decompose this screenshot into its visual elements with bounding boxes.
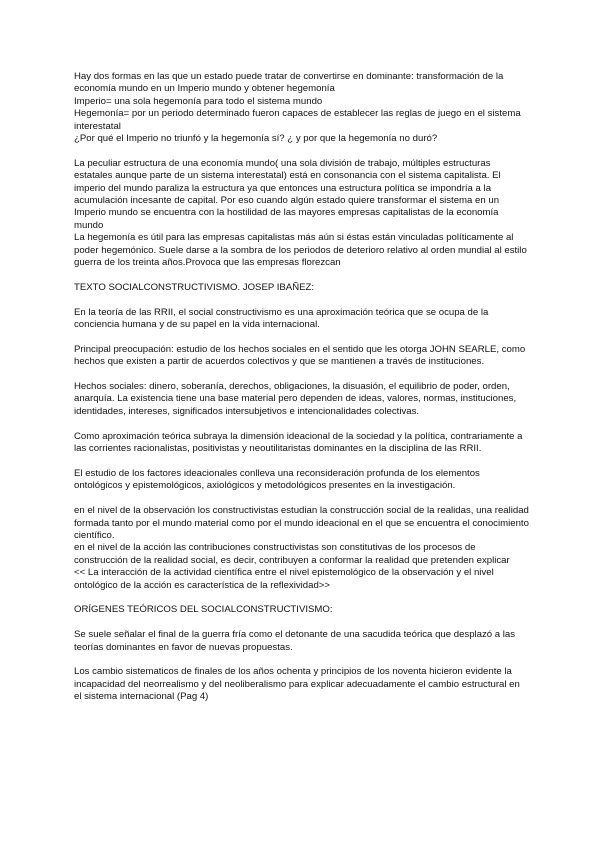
spacer — [74, 145, 529, 157]
paragraph: La hegemonía es útil para las empresas capitalistas más aún si éstas están vinculadas políticamente al poder hegemónico. Suele darse a la sombra de los periodos de deterioro relativo al orden mundial al estilo guerra de los treinta años.Provoca que las empresas florezcan — [74, 232, 527, 269]
paragraph: Como aproximación teórica subraya la dimensión ideacional de la sociedad y la política, contrariamente a las corrientes racionalistas, positivistas y neoutilitaristas dominantes en la disciplina de las RRII. — [74, 430, 523, 455]
paragraph: En la teoría de las RRII, el social constructivismo es una aproximación teórica que se ocupa de la conciencia humana y de su papel en la vida internacional. — [74, 306, 489, 331]
spacer — [74, 592, 529, 604]
paragraph: << La interacción de la actividad científica entre el nivel epistemológico de la observación y el nivel ontológico de la acción es característica de la reflexividad>> — [74, 567, 494, 591]
paragraph: Se suele señalar el final de la guerra fría como el detonante de una sacudida teórica que desplazó a las teorías dominantes en favor de nuevas propuestas. — [74, 629, 516, 653]
paragraph: ¿Por qué el Imperio no triunfó y la hegemonía sí? ¿ y por que la hegemonía no duró? — [74, 133, 438, 145]
section-heading: TEXTO SOCIALCONSTRUCTIVISMO. JOSEP IBAÑEZ: — [74, 281, 315, 293]
paragraph: La peculiar estructura de una economía mundo( una sola división de trabajo, múltiples estructuras estatales aunque parte de un sistema interestatal) está en consonancia con el sistema capitalista. El imperio del mundo paraliza la estructura ya que entonces una estructura política se impondría a la acumulación incesante de capital. Por eso cuando algún estado quiere transformar el sistema en un Imperio mundo se encuentra con la hostilidad de las mayores empresas capitalistas de la economía mundo — [74, 157, 501, 231]
spacer — [74, 294, 529, 306]
section-heading: ORÍGENES TEÓRICOS DEL SOCIALCONSTRUCTIVISMO: — [74, 604, 333, 616]
spacer — [74, 493, 529, 505]
paragraph: El estudio de los factores ideacionales conlleva una reconsideración profunda de los elementos ontológicos y epistemológicos, axiológicos y metodológicos presentes en la investigación. — [74, 467, 480, 492]
spacer — [74, 418, 529, 430]
paragraph: Los cambio sistematicos de finales de los años ochenta y principios de los noventa hicieron evidente la incapacidad del neorrealismo y del neoliberalismo para explicar adecuadamente el cambio estructural en el sistema internacional (Pag 4) — [74, 666, 520, 703]
spacer — [74, 369, 529, 381]
paragraph: Imperio= una sola hegemonía para todo el sistema mundo — [74, 95, 323, 107]
paragraph: en el nivel de la acción las contribuciones constructivistas son constitutivas de los procesos de construcción de la realidad social, es decir, contribuyen a conformar la realidad que pretenden explicar — [74, 542, 510, 566]
paragraph: Principal preocupación: estudio de los hechos sociales en el sentido que les otorga JOHN SEARLE, como hechos que existen a partir de acuerdos colectivos y que se mantienen a través de instituciones. — [74, 343, 526, 368]
spacer — [74, 654, 529, 666]
spacer — [74, 269, 529, 281]
spacer — [74, 456, 529, 468]
paragraph: Hay dos formas en las que un estado puede tratar de convertirse en dominante: transformación de la economía mundo en un Imperio mundo y obtener hegemonía — [74, 71, 504, 95]
paragraph: Hegemonía= por un periodo determinado fueron capaces de establecer las reglas de juego en el sistema interestatal — [74, 108, 521, 132]
paragraph: Hechos sociales: dinero, soberanía, derechos, obligaciones, la disuasión, el equilibrio de poder, orden, anarquía. La existencia tiene una base material pero dependen de ideas, valores, normas, instituciones, identidades, intereses, significados intersubjetivos e intencionalidades colectivas. — [74, 381, 517, 417]
spacer — [74, 331, 529, 343]
paragraph: en el nivel de la observación los constructivistas estudian la construcción social de la realidas, una realidad formada tanto por el mundo material como por el mundo ideacional en el que se encuentra el conocimiento científico. — [74, 505, 529, 541]
spacer — [74, 617, 529, 629]
